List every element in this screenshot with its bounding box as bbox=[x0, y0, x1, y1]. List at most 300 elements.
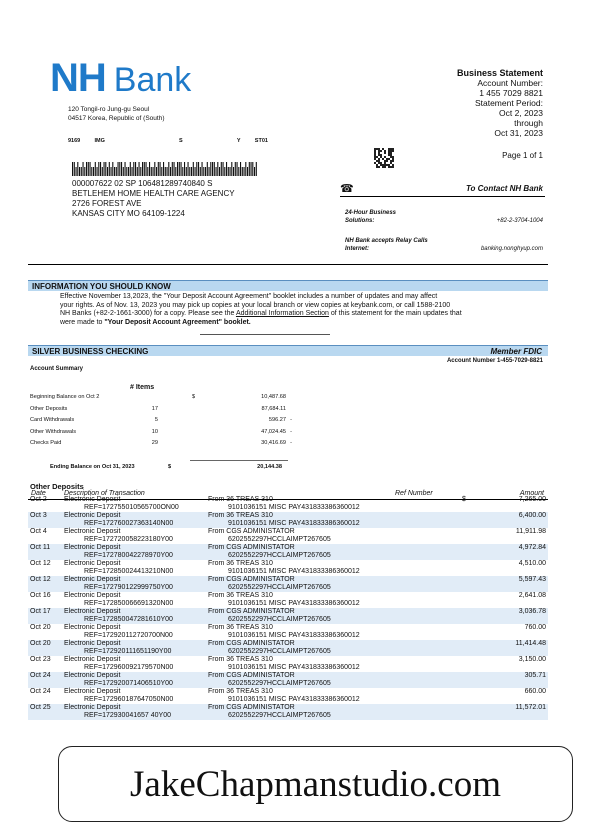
info-text bbox=[60, 293, 510, 327]
qr-module bbox=[380, 164, 382, 166]
deposit-detail: 6202552297HCCLAIMPT267605 bbox=[206, 680, 460, 688]
qr-module bbox=[374, 152, 376, 154]
mail-code-part: ST01 bbox=[254, 138, 268, 144]
barcode-bar bbox=[221, 162, 222, 176]
deposit-currency bbox=[460, 592, 484, 600]
deposit-from: From 36 TREAS 310 bbox=[208, 688, 273, 695]
qr-module bbox=[382, 164, 384, 166]
deposit-detail: 9101036151 MISC PAY431833386360012 bbox=[228, 600, 360, 607]
deposit-date: Oct 3 bbox=[28, 512, 62, 520]
barcode-bar bbox=[151, 167, 152, 176]
statement-period-label: Statement Period: bbox=[474, 98, 543, 108]
table-row bbox=[28, 704, 548, 712]
logo-bank: Bank bbox=[113, 61, 192, 99]
summary-sign: - bbox=[290, 417, 292, 424]
contact-header bbox=[340, 184, 545, 197]
barcode-bar bbox=[177, 162, 178, 176]
qr-module bbox=[388, 158, 390, 160]
deposit-amount: 11,572.01 bbox=[484, 704, 548, 712]
deposit-amount: 2,641.08 bbox=[518, 592, 546, 599]
deposit-detail: 6202552297HCCLAIMPT267605 bbox=[206, 584, 460, 592]
qr-module bbox=[392, 160, 394, 162]
barcode-bar bbox=[163, 162, 164, 176]
table-row bbox=[28, 640, 548, 648]
barcode-bar bbox=[111, 167, 112, 176]
deposit-currency bbox=[460, 512, 484, 520]
qr-module bbox=[392, 166, 394, 168]
internet-url[interactable]: banking.nonghyup.com bbox=[480, 246, 543, 252]
table-row bbox=[28, 496, 548, 504]
bank-address-line: 04517 Korea, Republic of (South) bbox=[68, 115, 165, 122]
member-fdic: Member FDIC bbox=[490, 347, 542, 356]
deposit-currency bbox=[460, 624, 484, 632]
barcode-bar bbox=[251, 162, 252, 176]
deposit-ref: REF=172960092179570N00 bbox=[84, 664, 174, 671]
svc-label-1: 24-Hour Business bbox=[345, 210, 397, 216]
table-row bbox=[28, 528, 548, 536]
deposit-date: Oct 20 bbox=[30, 624, 51, 631]
deposit-from: From CGS ADMINISTATOR bbox=[206, 576, 460, 584]
deposit-desc: Electronic Deposit bbox=[62, 704, 206, 712]
barcode-bar bbox=[95, 162, 96, 176]
info-line bbox=[60, 319, 510, 328]
deposit-date: Oct 12 bbox=[28, 576, 62, 584]
barcode-bar bbox=[167, 167, 168, 176]
table-row bbox=[28, 672, 548, 680]
deposit-desc: Electronic Deposit bbox=[62, 576, 206, 584]
barcode-bar bbox=[149, 162, 150, 176]
qr-module bbox=[378, 166, 380, 168]
qr-module bbox=[380, 154, 382, 156]
summary-items: 17 bbox=[151, 405, 158, 412]
qr-module bbox=[388, 166, 390, 168]
barcode-bar bbox=[79, 167, 80, 176]
col-desc: Description of Transaction bbox=[64, 490, 145, 497]
barcode-bar bbox=[244, 167, 245, 176]
qr-module bbox=[392, 156, 394, 158]
barcode-bar bbox=[107, 167, 108, 176]
qr-module bbox=[376, 164, 378, 166]
statement-title: Business Statement bbox=[456, 68, 543, 78]
barcode-bar bbox=[102, 167, 103, 176]
bank-address bbox=[68, 105, 164, 123]
qr-module bbox=[380, 150, 382, 152]
barcode-bar bbox=[100, 162, 101, 176]
barcode-bar bbox=[93, 167, 94, 176]
table-row bbox=[28, 576, 548, 584]
deposit-amount: 6,400.00 bbox=[484, 512, 548, 520]
deposit-ref: REF=172760027363140N00 bbox=[62, 520, 206, 528]
barcode-bar bbox=[217, 162, 218, 176]
deposit-from: From CGS ADMINISTATOR bbox=[208, 528, 295, 535]
deposit-amount: 3,150.00 bbox=[518, 656, 546, 663]
barcode-bar bbox=[135, 162, 136, 176]
barcode-bar bbox=[142, 162, 143, 176]
qr-code bbox=[374, 148, 394, 168]
barcode-bar bbox=[188, 162, 189, 176]
barcode-bar bbox=[172, 162, 173, 176]
qr-module bbox=[376, 156, 378, 158]
barcode-bar bbox=[84, 167, 85, 176]
qr-module bbox=[392, 164, 394, 166]
deposit-detail: 9101036151 MISC PAY431833386360012 bbox=[228, 664, 360, 671]
page-number: Page 1 of 1 bbox=[502, 151, 543, 160]
deposit-date: Oct 12 bbox=[30, 560, 51, 567]
qr-module bbox=[388, 154, 390, 156]
deposit-ref: REF=172790122999750Y00 bbox=[62, 584, 206, 592]
summary-items: 5 bbox=[154, 417, 158, 424]
deposit-desc: Electronic Deposit bbox=[62, 512, 206, 520]
qr-module bbox=[390, 148, 392, 150]
barcode-bar bbox=[193, 162, 194, 176]
col-ref: Ref Number bbox=[395, 490, 433, 497]
barcode-bar bbox=[233, 167, 234, 176]
qr-module bbox=[380, 162, 382, 164]
deposit-amount: 7,265.00 bbox=[518, 496, 546, 503]
qr-module bbox=[378, 150, 380, 152]
deposit-amount: 305.71 bbox=[484, 672, 548, 680]
qr-module bbox=[390, 166, 392, 168]
barcode-bar bbox=[242, 167, 243, 176]
deposit-from: From 36 TREAS 310 bbox=[208, 592, 273, 599]
barcode-bar bbox=[170, 167, 171, 176]
barcode-bar bbox=[184, 162, 185, 176]
qr-module bbox=[378, 160, 380, 162]
qr-module bbox=[378, 158, 380, 160]
qr-module bbox=[384, 152, 386, 154]
qr-module bbox=[390, 150, 392, 152]
barcode-bar bbox=[160, 162, 161, 176]
deposit-ref: REF=172850066691320N00 bbox=[84, 600, 174, 607]
checking-header bbox=[28, 345, 548, 356]
deposit-currency bbox=[460, 544, 484, 552]
barcode-bar bbox=[139, 162, 140, 176]
deposit-currency: $ bbox=[462, 496, 466, 503]
barcode-bar bbox=[126, 167, 127, 176]
deposit-desc: Electronic Deposit bbox=[64, 656, 121, 663]
barcode-bar bbox=[105, 162, 106, 176]
barcode-bar bbox=[114, 167, 115, 176]
deposit-desc: Electronic Deposit bbox=[62, 544, 206, 552]
qr-module bbox=[374, 162, 376, 164]
barcode-bar bbox=[121, 162, 122, 176]
summary-row bbox=[30, 440, 300, 449]
statement-header bbox=[457, 68, 543, 138]
deposit-from: From CGS ADMINISTATOR bbox=[206, 544, 460, 552]
summary-label: Other Withdrawals bbox=[30, 428, 77, 435]
qr-module bbox=[384, 160, 386, 162]
qr-module bbox=[390, 160, 392, 162]
deposit-date: Oct 23 bbox=[30, 656, 51, 663]
watermark: JakeChapmanstudio.com bbox=[58, 746, 573, 822]
mail-code-part: 9169 bbox=[68, 138, 81, 144]
barcode-bar bbox=[224, 167, 225, 176]
barcode-bar bbox=[247, 167, 248, 176]
items-header: # Items bbox=[130, 384, 155, 391]
barcode-bar bbox=[154, 162, 155, 176]
qr-module bbox=[390, 156, 392, 158]
qr-module bbox=[380, 156, 382, 158]
barcode-bar bbox=[216, 167, 217, 176]
barcode-bar bbox=[202, 162, 203, 176]
deposit-desc: Electronic Deposit bbox=[64, 688, 121, 695]
checking-account-number: Account Number 1-455-7029-8821 bbox=[446, 358, 543, 364]
deposit-currency bbox=[460, 560, 484, 568]
mail-code-part: Y bbox=[236, 138, 241, 144]
barcode-bar bbox=[249, 162, 250, 176]
deposit-desc: Electronic Deposit bbox=[62, 640, 206, 648]
barcode-bar bbox=[146, 162, 147, 176]
period-end: Oct 31, 2023 bbox=[494, 128, 543, 138]
phone-icon: ☎ bbox=[340, 183, 354, 195]
barcode-bar bbox=[245, 162, 246, 176]
deposit-from: From CGS ADMINISTATOR bbox=[206, 672, 460, 680]
deposit-amount: 4,510.00 bbox=[518, 560, 546, 567]
period-start: Oct 2, 2023 bbox=[499, 108, 543, 118]
barcode-bar bbox=[86, 162, 87, 176]
deposit-currency bbox=[460, 656, 484, 664]
qr-module bbox=[386, 158, 388, 160]
barcode-bar bbox=[72, 162, 73, 176]
qr-module bbox=[388, 148, 390, 150]
summary-label: Beginning Balance on Oct 2 bbox=[30, 394, 100, 400]
barcode-bar bbox=[153, 167, 154, 176]
barcode-bar bbox=[125, 162, 126, 176]
ending-currency: $ bbox=[168, 464, 172, 470]
deposit-from: From 36 TREAS 310 bbox=[208, 496, 273, 503]
info-header: INFORMATION YOU SHOULD KNOW bbox=[28, 280, 548, 291]
barcode-bar bbox=[226, 162, 227, 176]
barcode-bar bbox=[228, 167, 229, 176]
barcode-bar bbox=[109, 162, 110, 176]
deposit-desc: Electronic Deposit bbox=[64, 624, 121, 631]
deposit-currency bbox=[460, 688, 484, 696]
qr-module bbox=[376, 160, 378, 162]
table-row-detail bbox=[28, 504, 548, 512]
summary-row bbox=[30, 429, 300, 438]
summary-label: Other Deposits bbox=[30, 405, 68, 412]
recipient-street: 2726 FOREST AVE bbox=[72, 199, 142, 208]
deposit-ref: REF=172850024413210N00 bbox=[84, 568, 174, 575]
table-row-detail bbox=[28, 616, 548, 624]
period-through: through bbox=[514, 118, 543, 128]
barcode-bar bbox=[132, 167, 133, 176]
deposit-detail: 6202552297HCCLAIMPT267605 bbox=[228, 536, 331, 543]
summary-amount: 30,416.69 bbox=[261, 440, 286, 447]
divider bbox=[200, 334, 330, 335]
deposit-from: From CGS ADMINISTATOR bbox=[206, 608, 460, 616]
deposit-date: Oct 2 bbox=[30, 496, 47, 503]
table-row bbox=[28, 512, 548, 520]
ending-balance bbox=[30, 464, 300, 473]
deposit-amount: 760.00 bbox=[524, 624, 546, 631]
deposit-amount: 660.00 bbox=[524, 688, 546, 695]
table-row bbox=[28, 608, 548, 616]
summary-amount: 87,684.11 bbox=[261, 405, 286, 412]
info-line: your rights. As of Nov. 13, 2023 you may pick up copies at your local branch or view copies at keybank.com, or call 1588-2100 bbox=[60, 301, 451, 309]
deposit-ref: REF=172920112720700N00 bbox=[84, 632, 173, 639]
deposit-from: From 36 TREAS 310 bbox=[208, 656, 273, 663]
table-row-detail bbox=[28, 568, 548, 576]
deposit-currency bbox=[460, 608, 484, 616]
qr-module bbox=[390, 162, 392, 164]
deposit-ref: REF=172780042278970Y00 bbox=[62, 552, 206, 560]
qr-module bbox=[374, 154, 376, 156]
table-row-detail bbox=[28, 664, 548, 672]
barcode-bar bbox=[90, 162, 91, 176]
barcode-bar bbox=[179, 162, 180, 176]
barcode-bar bbox=[119, 162, 120, 176]
postal-barcode bbox=[72, 162, 258, 176]
barcode-bar bbox=[240, 162, 241, 176]
deposit-amount: 3,036.78 bbox=[484, 608, 548, 616]
table-row-detail bbox=[28, 680, 548, 688]
barcode-bar bbox=[128, 167, 129, 176]
info-text-part: of this statement for the main updates that bbox=[328, 310, 462, 318]
mail-code bbox=[68, 138, 268, 144]
deposit-date: Oct 24 bbox=[28, 672, 62, 680]
internet-label: Internet: bbox=[345, 246, 369, 252]
summary-sign: - bbox=[290, 428, 292, 435]
qr-module bbox=[392, 158, 394, 160]
summary-row bbox=[30, 394, 300, 403]
table-row bbox=[28, 560, 548, 568]
bank-logo bbox=[50, 56, 192, 100]
svc-label-2: Solutions: bbox=[345, 218, 375, 224]
deposit-from: From CGS ADMINISTATOR bbox=[206, 640, 460, 648]
barcode-bar bbox=[200, 167, 201, 176]
qr-module bbox=[390, 152, 392, 154]
barcode-bar bbox=[198, 162, 199, 176]
barcode-bar bbox=[212, 162, 213, 176]
barcode-bar bbox=[81, 167, 82, 176]
deposit-detail: 9101036151 MISC PAY431833386360012 bbox=[228, 696, 360, 703]
qr-module bbox=[386, 160, 388, 162]
deposit-amount: 4,972.84 bbox=[484, 544, 548, 552]
qr-module bbox=[382, 148, 384, 150]
deposit-detail: 9101036151 MISC PAY431833386360012 bbox=[206, 520, 460, 528]
barcode-bar bbox=[74, 162, 75, 176]
deposit-date: Oct 11 bbox=[28, 544, 62, 552]
bank-address-line: 120 Tongil-ro Jung-gu Seoul bbox=[68, 106, 150, 113]
deposit-date: Oct 16 bbox=[30, 592, 51, 599]
info-line bbox=[60, 310, 510, 319]
summary-row bbox=[30, 417, 300, 426]
summary-amount: 596.27 bbox=[268, 417, 286, 424]
recipient-city: KANSAS CITY MO 64109-1224 bbox=[72, 209, 185, 218]
summary-amount: 10,487.68 bbox=[261, 394, 286, 400]
recipient-address bbox=[72, 179, 235, 219]
barcode-bar bbox=[137, 167, 138, 176]
deposit-ref: REF=172960187647050N00 bbox=[84, 696, 174, 703]
recipient-code: 000007622 02 SP 106481289740840 S bbox=[72, 179, 213, 188]
deposit-from: From 36 TREAS 310 bbox=[208, 624, 273, 631]
deposit-ref: REF=172850047281610Y00 bbox=[62, 616, 206, 624]
table-row bbox=[28, 544, 548, 552]
qr-module bbox=[376, 166, 378, 168]
qr-module bbox=[384, 162, 386, 164]
qr-module bbox=[378, 148, 380, 150]
barcode-bar bbox=[254, 167, 255, 176]
barcode-bar bbox=[88, 162, 89, 176]
barcode-bar bbox=[182, 167, 183, 176]
deposit-ref: REF=172755010565700ON00 bbox=[84, 504, 179, 511]
qr-module bbox=[376, 148, 378, 150]
qr-module bbox=[388, 150, 390, 152]
deposit-amount: 11,414.48 bbox=[484, 640, 548, 648]
barcode-bar bbox=[231, 162, 232, 176]
summary-label: Checks Paid bbox=[30, 440, 62, 447]
table-row bbox=[28, 592, 548, 600]
qr-module bbox=[374, 156, 376, 158]
table-row-detail bbox=[28, 552, 548, 560]
checking-title: SILVER BUSINESS CHECKING bbox=[32, 347, 149, 356]
barcode-bar bbox=[256, 162, 257, 176]
barcode-bar bbox=[133, 162, 134, 176]
summary-amount: 47,024.45 bbox=[261, 428, 286, 435]
barcode-bar bbox=[196, 162, 197, 176]
deposit-ref: REF=172720058223180Y00 bbox=[84, 536, 173, 543]
barcode-bar bbox=[207, 162, 208, 176]
barcode-bar bbox=[205, 167, 206, 176]
barcode-bar bbox=[76, 167, 77, 176]
barcode-bar bbox=[91, 167, 92, 176]
deposit-amount: 11,911.98 bbox=[515, 528, 546, 535]
deposit-desc: Electronic Deposit bbox=[64, 560, 121, 567]
barcode-bar bbox=[168, 162, 169, 176]
divider bbox=[28, 264, 548, 265]
barcode-bar bbox=[97, 167, 98, 176]
qr-module bbox=[378, 154, 380, 156]
barcode-bar bbox=[161, 167, 162, 176]
deposit-ref: REF=172920111651190Y00 bbox=[62, 648, 206, 656]
deposit-amount: 5,597.43 bbox=[484, 576, 548, 584]
barcode-bar bbox=[140, 167, 141, 176]
table-row-detail bbox=[28, 520, 548, 528]
ending-label: Ending Balance on Oct 31, 2023 bbox=[50, 464, 135, 470]
table-row-detail bbox=[28, 648, 548, 656]
additional-info-link[interactable]: Additional Information Section bbox=[235, 310, 329, 318]
deposit-date: Oct 24 bbox=[30, 688, 51, 695]
summary-items: 29 bbox=[151, 440, 158, 447]
barcode-bar bbox=[175, 167, 176, 176]
barcode-bar bbox=[210, 162, 211, 176]
qr-module bbox=[392, 150, 394, 152]
summary-sign: - bbox=[290, 440, 292, 447]
qr-module bbox=[388, 152, 390, 154]
logo-nh: NH bbox=[50, 56, 106, 100]
deposit-desc: Electronic Deposit bbox=[64, 592, 121, 599]
divider bbox=[190, 460, 288, 461]
qr-module bbox=[374, 150, 376, 152]
col-amount: Amount bbox=[519, 490, 544, 497]
account-number: 1 455 7029 8821 bbox=[479, 88, 543, 98]
barcode-bar bbox=[123, 167, 124, 176]
deposit-desc: Electronic Deposit bbox=[62, 608, 206, 616]
table-row bbox=[28, 688, 548, 696]
info-text-part: NH Banks (+82-2-1661-3000) for a copy. Please see the bbox=[60, 310, 236, 318]
barcode-bar bbox=[104, 162, 105, 176]
barcode-bar bbox=[230, 167, 231, 176]
deposit-currency bbox=[460, 576, 484, 584]
qr-module bbox=[378, 162, 380, 164]
barcode-bar bbox=[189, 167, 190, 176]
deposit-from: From 36 TREAS 310 bbox=[206, 512, 460, 520]
barcode-bar bbox=[144, 162, 145, 176]
qr-module bbox=[390, 154, 392, 156]
qr-module bbox=[384, 156, 386, 158]
table-row-detail bbox=[28, 600, 548, 608]
